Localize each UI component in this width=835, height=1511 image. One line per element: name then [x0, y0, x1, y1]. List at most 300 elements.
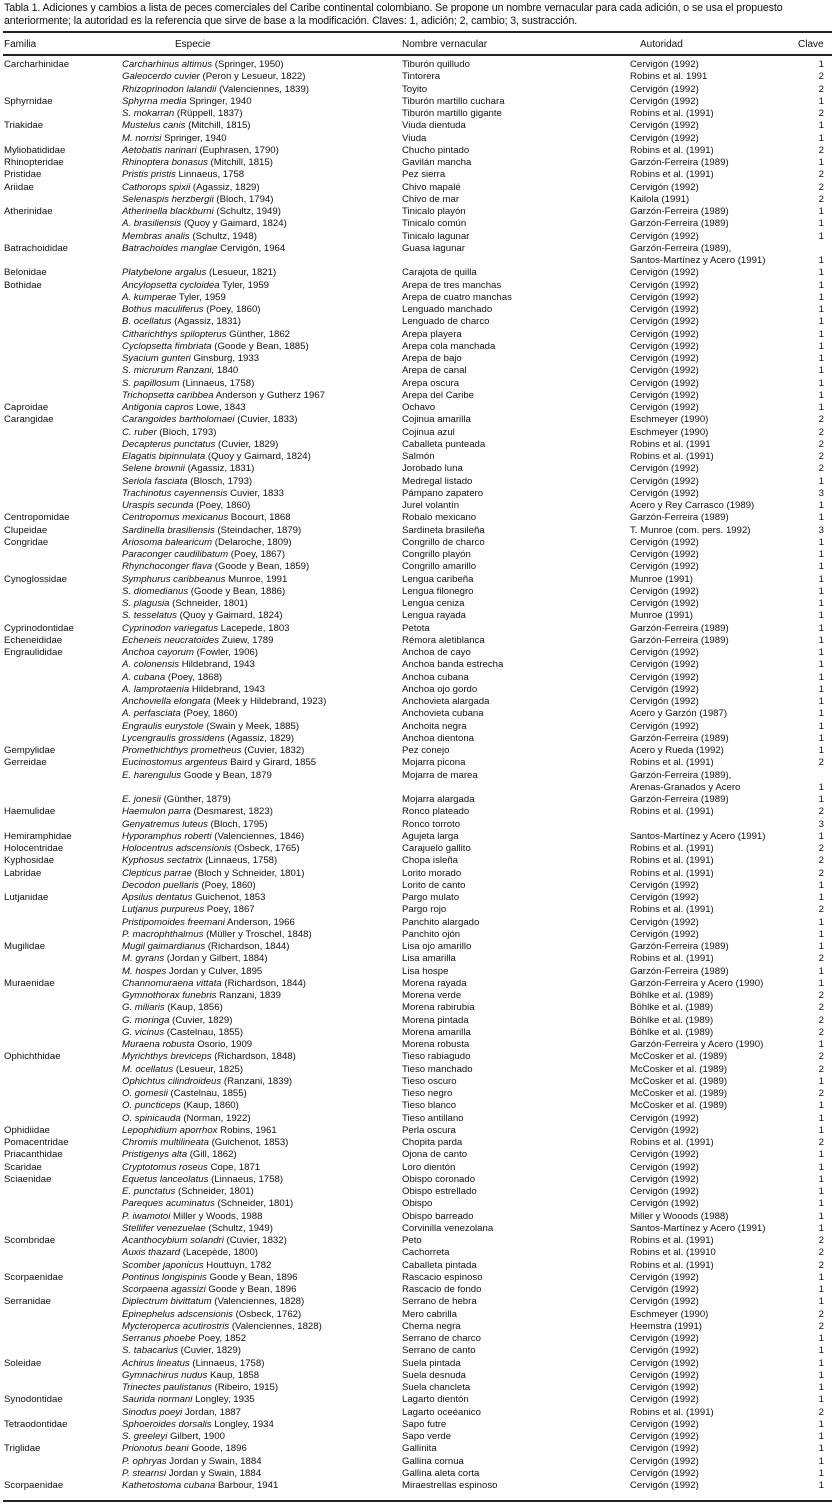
authority-cell: Cervigón (1992) [630, 1186, 699, 1197]
authority-cell: Cervigón (1992) [630, 267, 699, 279]
species-name: Lycengraulis grossidens [122, 732, 225, 744]
table-row [0, 684, 835, 696]
family-cell: Ophidiidae [4, 1124, 50, 1136]
species-cell [122, 1272, 298, 1284]
clave-cell: 3 [818, 487, 824, 499]
vernacular-cell: Morena pintada [402, 1014, 469, 1026]
species-authority: (Poey, 1868) [165, 671, 223, 683]
table-row [0, 843, 835, 855]
authority-cell: Garzón-Ferreira (1989), [630, 769, 732, 781]
species-authority: Lowe, 1843 [193, 402, 246, 413]
table-row [0, 1296, 835, 1308]
authority-cell: Cervigón (1992) [630, 304, 699, 315]
family-cell: Muraenidae [4, 977, 55, 989]
authority-cell: Cervigón (1992) [630, 59, 699, 70]
clave-cell: 1 [818, 598, 824, 609]
species-cell [122, 1149, 237, 1161]
species-name: Pristis pristis [122, 169, 176, 181]
clave-cell: 1 [818, 830, 824, 842]
clave-cell: 2 [818, 181, 824, 193]
table-row [0, 745, 835, 757]
species-authority: Miller y Woods, 1988 [170, 1210, 263, 1222]
species-authority: Bocourt, 1868 [228, 512, 291, 524]
species-cell [122, 476, 252, 488]
species-authority: (Linnaeus, 1758) [202, 855, 278, 867]
authority-cell: Böhlke et al. (1989) [630, 1002, 714, 1014]
species-authority: (Quoy y Gaimard, 1824) [176, 610, 283, 622]
table-row [0, 292, 835, 304]
species-name: Platybelone argalus [122, 267, 207, 279]
clave-cell: 1 [818, 1210, 824, 1222]
species-cell [122, 929, 312, 941]
clave-cell: 1 [818, 95, 824, 107]
species-authority: (Lesueur, 1821) [206, 267, 277, 279]
vernacular-cell: Loro dientón [402, 1161, 456, 1173]
species-authority: Hildebrand, 1943 [189, 683, 265, 695]
species-name: Trinectes paulistanus [122, 1382, 212, 1393]
authority-cell: McCosker et al. (1989) [630, 1063, 728, 1075]
species-authority: (Kaup, 1856) [164, 1002, 223, 1014]
clave-cell: 2 [818, 1051, 824, 1063]
species-cell [122, 512, 291, 524]
species-cell [122, 843, 300, 855]
authority-cell: Cervigón (1992) [630, 536, 699, 548]
species-authority: (Lacepède, 1800) [180, 1247, 258, 1259]
table-row [0, 1223, 835, 1235]
vernacular-cell: Lagarto dientón [402, 1394, 469, 1406]
table-row [0, 353, 835, 365]
authority-cell: Cervigón (1992) [630, 120, 699, 132]
authority-cell: Cervigón (1992) [630, 879, 699, 891]
clave-cell: 1 [818, 647, 824, 658]
vernacular-cell: Pez conejo [402, 745, 450, 756]
species-name: A. lamprotaenia [122, 683, 190, 695]
species-name: Mustelus canis [122, 120, 186, 132]
vernacular-cell: Petota [402, 622, 430, 634]
authority-cell: Cervigón (1992) [630, 892, 699, 903]
clave-cell: 1 [818, 1455, 824, 1467]
species-name: Carangoides bartholomaei [122, 414, 235, 426]
authority-cell: Robins et al. (1991) [630, 1406, 714, 1418]
clave-cell: 1 [818, 1161, 824, 1173]
table-row [0, 280, 835, 292]
table-row [0, 782, 835, 794]
clave-cell: 2 [818, 806, 824, 818]
vernacular-cell: Gallinita [402, 1443, 437, 1455]
species-cell [122, 1235, 287, 1247]
table-row [0, 855, 835, 867]
family-cell: Congridae [4, 536, 49, 548]
family-cell: Kyphosidae [4, 855, 55, 867]
species-name: A. colonensis [122, 659, 180, 671]
clave-cell: 1 [818, 573, 824, 585]
vernacular-cell: Arepa cola manchada [402, 340, 496, 352]
authority-cell: T. Munroe (com. pers. 1992) [630, 524, 751, 536]
clave-cell: 2 [818, 1247, 824, 1259]
clave-cell: 1 [818, 353, 824, 364]
authority-cell: Cervigón (1992) [630, 1198, 699, 1210]
authority-cell: Robins et al. (1991) [630, 451, 714, 462]
species-cell [122, 1186, 254, 1198]
vernacular-cell: Lengua ceniza [402, 598, 465, 609]
vernacular-cell: Morena verde [402, 990, 462, 1001]
vernacular-cell: Congrillo amarillo [402, 561, 477, 573]
clave-cell: 1 [818, 1333, 824, 1344]
species-authority: Osorio, 1909 [194, 1039, 253, 1050]
clave-cell: 1 [818, 879, 824, 891]
table-row [0, 365, 835, 377]
species-authority: (Bloch, 1794) [213, 193, 274, 205]
species-name: Elagatis bipinnulata [122, 451, 206, 462]
species-name: Genyatremus luteus [122, 818, 208, 830]
vernacular-cell: Tiburón martillo cuchara [402, 95, 505, 107]
authority-cell: Garzón-Ferreira (1989) [630, 794, 729, 805]
species-cell [122, 1480, 278, 1492]
clave-cell: 1 [818, 671, 824, 683]
family-cell: Scorpaenidae [4, 1271, 64, 1283]
vernacular-cell: Mojarra de marea [402, 769, 478, 781]
species-authority: Günther, 1862 [226, 328, 290, 340]
clave-cell: 1 [818, 708, 824, 720]
species-authority: Jordan y Culver, 1895 [166, 965, 263, 977]
clave-cell: 1 [818, 1480, 824, 1491]
clave-cell: 1 [818, 1369, 824, 1381]
species-authority: Munroe, 1991 [225, 573, 288, 585]
species-authority: Goode, 1896 [188, 1443, 247, 1455]
family-cell: Triakidae [4, 120, 44, 132]
species-cell [122, 402, 246, 414]
vernacular-cell: Miraestrellas espinoso [402, 1480, 498, 1491]
vernacular-cell: Pargo mulato [402, 892, 460, 903]
vernacular-cell: Jorobado luna [402, 463, 463, 475]
authority-cell: Arenas-Granados y Acero [630, 781, 741, 793]
table-row [0, 1113, 835, 1125]
table-row [0, 402, 835, 414]
table-row [0, 476, 835, 488]
clave-cell: 1 [818, 316, 824, 328]
species-cell [122, 451, 311, 463]
table-row [0, 1064, 835, 1076]
authority-cell: Robins et al. (1991) [630, 904, 714, 916]
table-row [0, 868, 835, 880]
species-cell [122, 1419, 274, 1431]
table-row [0, 659, 835, 671]
vernacular-cell: Serrano de charco [402, 1333, 481, 1344]
vernacular-cell: Tiburón quilludo [402, 59, 470, 70]
species-authority: (Blosch, 1793) [187, 475, 253, 487]
authority-cell: Cervigón (1992) [630, 1161, 699, 1173]
vernacular-cell: Ochavo [402, 402, 436, 413]
table-row [0, 512, 835, 524]
species-cell [122, 231, 257, 243]
species-name: Ophichtus cilindroideus [122, 1075, 222, 1087]
vernacular-cell: Anchoa cubana [402, 671, 469, 683]
clave-cell: 1 [818, 402, 824, 413]
authority-cell: Böhlke et al. (1989) [630, 1014, 714, 1026]
clave-cell: 1 [818, 549, 824, 560]
clave-cell: 2 [818, 1137, 824, 1148]
table-row [0, 1100, 835, 1112]
clave-cell: 1 [818, 1039, 824, 1050]
header-clave: Clave [798, 39, 824, 50]
table-row [0, 696, 835, 708]
species-name: Selenaspis herzbergii [122, 193, 214, 205]
vernacular-cell: Congrillo de charco [402, 536, 485, 548]
species-authority: Baird y Girard, 1855 [227, 757, 317, 769]
clave-cell: 2 [818, 144, 824, 156]
table-row [0, 904, 835, 916]
species-authority: Lacepede, 1803 [218, 622, 290, 634]
authority-cell: Acero y Garzón (1987) [630, 708, 728, 720]
authority-cell: Cervigón (1992) [630, 1382, 699, 1393]
species-authority: (Schultz, 1949) [213, 206, 281, 217]
authority-cell: Cervigón (1992) [630, 1345, 699, 1357]
species-authority: (Meek y Hildebrand, 1923) [210, 696, 327, 707]
vernacular-cell: Arepa de canal [402, 365, 467, 377]
species-authority: Gilbert, 1900 [167, 1431, 225, 1442]
vernacular-cell: Obispo barreado [402, 1210, 474, 1222]
species-cell [122, 353, 259, 365]
table-row [0, 574, 835, 586]
authority-cell: Eschmeyer (1990) [630, 426, 709, 438]
species-authority: (Valenciennes, 1828) [229, 1320, 322, 1332]
clave-cell: 1 [818, 1222, 824, 1234]
species-cell [122, 1370, 259, 1382]
clave-cell: 3 [818, 818, 824, 830]
header-rule [3, 54, 832, 56]
authority-cell: McCosker et al. (1989) [630, 1088, 728, 1099]
species-name: Holocentrus adscensionis [122, 843, 232, 854]
table-row [0, 378, 835, 390]
authority-cell: Acero y Rueda (1992) [630, 745, 724, 756]
vernacular-cell: Carajuelo gallito [402, 843, 471, 854]
clave-cell: 1 [818, 132, 824, 144]
table-body [0, 59, 835, 1492]
species-name: Pontinus longispinis [122, 1271, 207, 1283]
species-name: Lutjanus purpureus [122, 904, 205, 916]
family-cell: Sphyrnidae [4, 95, 53, 107]
species-authority: (Castelnau, 1855) [164, 1026, 244, 1038]
species-cell [122, 1039, 252, 1051]
authority-cell: Cervigón (1992) [630, 291, 699, 303]
species-authority: (Bloch y Schneider, 1801) [191, 867, 305, 879]
vernacular-cell: Ronco plateado [402, 806, 470, 818]
table-row [0, 1174, 835, 1186]
species-cell [122, 1174, 283, 1186]
clave-cell: 1 [818, 634, 824, 646]
table-row [0, 133, 835, 145]
species-authority: (Agassiz, 1831) [184, 463, 255, 475]
species-name: Serranus phoebe [122, 1333, 196, 1344]
species-authority: Anderson y Gutherz 1967 [213, 389, 326, 401]
clave-cell: 1 [818, 794, 824, 805]
species-cell [122, 243, 285, 255]
clave-cell: 1 [818, 745, 824, 756]
vernacular-cell: Pez sierra [402, 169, 446, 181]
family-cell: Haemulidae [4, 806, 56, 818]
vernacular-cell: Anchovieta cubana [402, 708, 484, 720]
vernacular-cell: Caballeta pintada [402, 1259, 477, 1271]
clave-cell: 2 [818, 1259, 824, 1271]
authority-cell: Robins et al. (1991) [630, 757, 714, 769]
species-cell [122, 292, 226, 304]
species-authority: (Cuvier, 1832) [241, 745, 305, 756]
clave-cell: 2 [818, 757, 824, 769]
species-authority: Springer, 1940 [186, 95, 252, 107]
species-authority: Cervigón, 1964 [217, 242, 286, 254]
table-row [0, 892, 835, 904]
species-authority: (Agassiz, 1829) [224, 732, 295, 744]
table-row [0, 1480, 835, 1492]
authority-cell: Cervigón (1992) [630, 1369, 699, 1381]
species-cell [122, 1443, 247, 1455]
vernacular-cell: Salmón [402, 451, 435, 462]
species-cell [122, 623, 290, 635]
species-authority: (Osbeck, 1765) [231, 843, 300, 854]
species-cell [122, 1113, 251, 1125]
vernacular-cell: Tieso rabiagudo [402, 1051, 471, 1063]
clave-cell: 2 [818, 426, 824, 438]
authority-cell: Garzón-Ferreira (1989) [630, 218, 729, 230]
authority-cell: Cervigón (1992) [630, 132, 699, 144]
species-name: Ancylopsetta cycloidea [122, 279, 220, 291]
vernacular-cell: Perla oscura [402, 1124, 456, 1136]
vernacular-cell: Anchoa banda estrecha [402, 659, 504, 671]
table-row [0, 794, 835, 806]
species-name: M. ocellatus [122, 1063, 174, 1075]
species-authority: (Schneider, 1801) [175, 1186, 254, 1197]
authority-cell: Cervigón (1992) [630, 928, 699, 940]
species-name: Anchoviella elongata [122, 696, 211, 707]
clave-cell: 1 [818, 230, 824, 242]
family-cell: Ariidae [4, 181, 34, 193]
table-row [0, 990, 835, 1002]
vernacular-cell: Lenguado manchado [402, 304, 493, 315]
species-name: Apsilus dentatus [122, 892, 193, 903]
family-cell: Cyprinodontidae [4, 622, 74, 634]
family-cell: Lutjanidae [4, 892, 49, 903]
species-name: Mugil gaimardianus [122, 941, 206, 952]
authority-cell: Cervigón (1992) [630, 1112, 699, 1124]
table-row [0, 1370, 835, 1382]
species-authority: Jordan y Swain, 1884 [166, 1467, 262, 1479]
species-cell [122, 770, 272, 782]
species-name: Cryptotomus roseus [122, 1161, 208, 1173]
table-row [0, 1186, 835, 1198]
clave-cell: 1 [818, 1198, 824, 1210]
vernacular-cell: Gallina cornua [402, 1455, 464, 1467]
vernacular-cell: Tieso manchado [402, 1063, 473, 1075]
authority-cell: Miller y Wooods (1988) [630, 1210, 729, 1222]
species-authority: (Cuvier, 1829) [178, 1345, 241, 1357]
species-name: Diplectrum bivittatum [122, 1296, 212, 1308]
vernacular-cell: Tinicalo playón [402, 206, 466, 217]
vernacular-cell: Arepa playera [402, 328, 462, 340]
authority-cell: Cervigón (1992) [630, 1357, 699, 1369]
family-cell: Gempylidae [4, 745, 56, 756]
species-authority: (Poey, 1860) [203, 304, 261, 315]
species-authority: Poey, 1867 [204, 904, 255, 916]
clave-cell: 2 [818, 1320, 824, 1332]
species-name: Citharichthys spilopterus [122, 328, 227, 340]
authority-cell: Cervigón (1992) [630, 316, 699, 328]
species-name: Syacium gunteri [122, 353, 191, 364]
species-name: Scorpaena agassizi [122, 1284, 206, 1295]
authority-cell: Robins et al. (1991 [630, 438, 711, 450]
species-name: Myrichthys breviceps [122, 1051, 212, 1063]
table-caption: Tabla 1. Adiciones y cambios a lista de peces comerciales del Caribe continental colombiano. Se propone un nombre vernacular para cada adición, o se usa el propuesto anteriormente; la autoridad es la referencia que sirve de base a la modificación. Claves: 1, adición; 2, cambio; 3, sustracción. [4, 2, 783, 27]
species-cell [122, 635, 273, 647]
family-cell: Serranidae [4, 1296, 51, 1308]
vernacular-cell: Cherna negra [402, 1320, 461, 1332]
vernacular-cell: Pámpano zapatero [402, 487, 484, 499]
vernacular-cell: Mojarra picona [402, 757, 466, 769]
family-cell: Centropomidae [4, 512, 70, 524]
species-cell [122, 500, 250, 512]
species-name: G. miliaris [122, 1002, 165, 1014]
authority-cell: Cervigón (1992) [630, 1333, 699, 1344]
species-cell [122, 917, 295, 929]
vernacular-cell: Serrano de hebra [402, 1296, 477, 1308]
table-row [0, 1431, 835, 1443]
authority-cell: Cervigón (1992) [630, 598, 699, 609]
clave-cell: 1 [818, 965, 824, 977]
family-cell: Tetraodontidae [4, 1418, 68, 1430]
species-name: Galeocerdo cuvier [122, 71, 200, 83]
vernacular-cell: Congrillo playón [402, 549, 471, 560]
species-authority: (Quoy y Gaimard, 1824) [205, 451, 311, 462]
clave-cell: 1 [818, 59, 824, 70]
clave-cell: 1 [818, 206, 824, 217]
table-row [0, 1419, 835, 1431]
vernacular-cell: Gallina aleta corta [402, 1467, 480, 1479]
vernacular-cell: Cojinua azul [402, 426, 455, 438]
table-row [0, 610, 835, 622]
vernacular-cell: Lengua filonegro [402, 585, 474, 597]
species-authority: (Poey, 1860) [193, 500, 251, 511]
clave-cell: 1 [818, 1112, 824, 1124]
species-authority: 1840 [214, 365, 239, 377]
vernacular-cell: Tieso oscuro [402, 1075, 457, 1087]
table-row [0, 206, 835, 218]
header-especie: Especie [175, 39, 211, 50]
table-row [0, 1002, 835, 1014]
species-cell [122, 525, 301, 537]
species-authority: Kaup, 1858 [207, 1369, 260, 1381]
family-cell: Mugilidae [4, 941, 46, 952]
family-cell: Cynoglossidae [4, 573, 67, 585]
authority-cell: Robins et al. (1991) [630, 855, 714, 867]
table-row [0, 255, 835, 267]
species-cell [122, 304, 260, 316]
table-row [0, 623, 835, 635]
authority-cell: Cervigón (1992) [630, 463, 699, 475]
species-authority: (Goode y Bean, 1885) [211, 340, 309, 352]
authority-cell: Robins et al. (1991) [630, 169, 714, 181]
species-cell [122, 794, 231, 806]
family-cell: Synodontidae [4, 1394, 63, 1406]
species-authority: (Cuvier, 1833) [234, 414, 298, 426]
table-row [0, 635, 835, 647]
species-name: Anchoa cayorum [122, 647, 194, 658]
table-row [0, 463, 835, 475]
authority-cell: McCosker et al. (1989) [630, 1075, 728, 1087]
table-row [0, 721, 835, 733]
species-cell [122, 978, 306, 990]
species-authority: Cuvier, 1833 [227, 487, 284, 499]
species-cell [122, 206, 281, 218]
table-row [0, 966, 835, 978]
